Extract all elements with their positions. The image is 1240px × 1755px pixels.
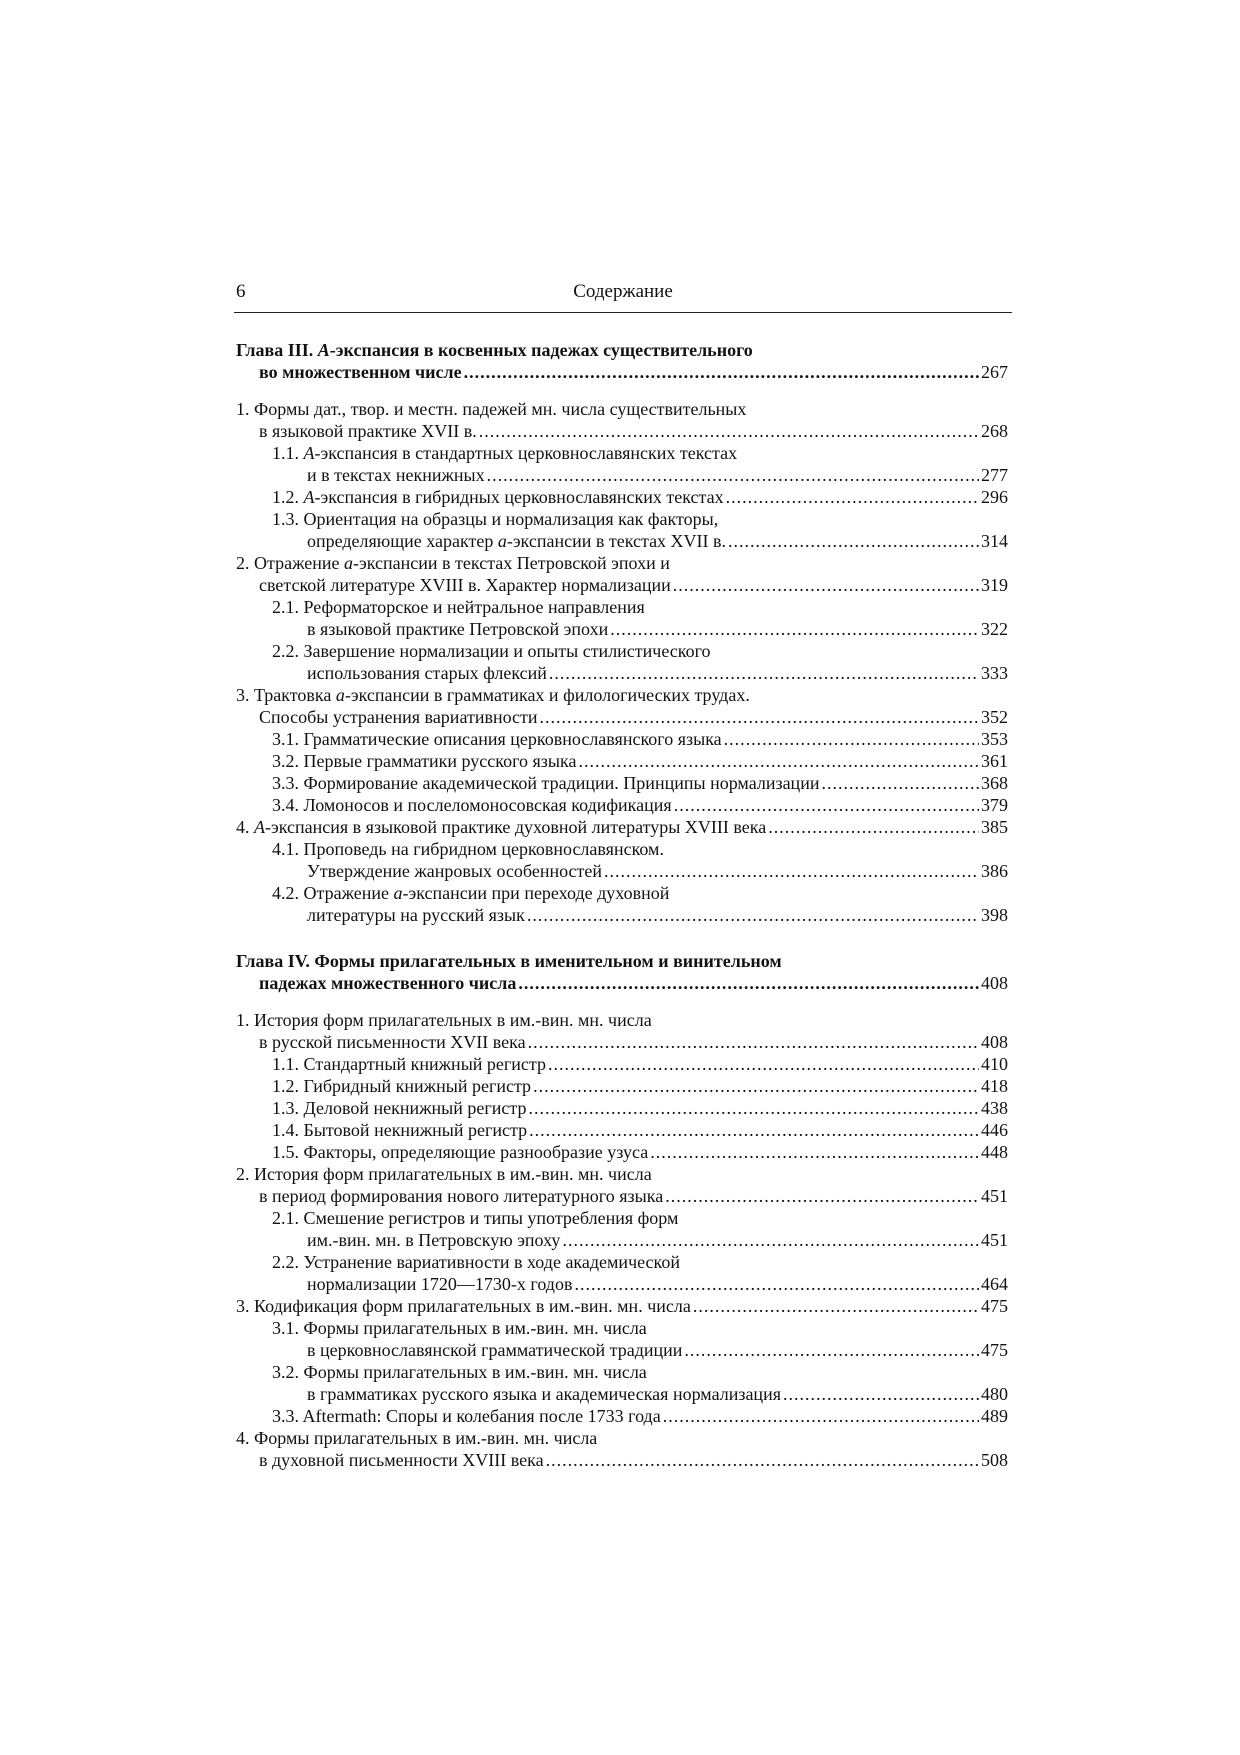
leader-dots — [674, 794, 979, 816]
toc-entry-4-2-line-1 — [236, 1163, 1008, 1185]
entry-text: в период формирования нового литературного языка — [259, 1186, 664, 1206]
toc-entry-3-4-1-line-1 — [236, 838, 1008, 860]
entry-text: в языковой практике XVII в. — [259, 421, 477, 441]
entry-text: им.-вин. мн. в Петровскую эпоху — [307, 1230, 561, 1250]
entry-text: -экспансии в грамматиках и филологических трудах. — [344, 685, 750, 705]
running-title: Содержание — [573, 281, 673, 302]
chapter-4-title-text: Глава IV. Формы прилагательных в именительном и винительном — [236, 951, 782, 971]
entry-text: 1.5. Факторы, определяющие разнообразие узуса — [272, 1142, 649, 1162]
toc-entry-3-3-2[interactable] — [236, 750, 1008, 772]
toc-entry-3-2-1-line-1 — [236, 596, 1008, 618]
page-ref: 322 — [981, 619, 1008, 639]
toc-entry-3-3-4[interactable] — [236, 794, 1008, 816]
entry-italic: А — [303, 487, 315, 507]
page-ref: 418 — [981, 1076, 1008, 1096]
toc-entry-4-1-1[interactable] — [236, 1053, 1008, 1075]
entry-text: 2. История форм прилагательных в им.-вин. мн. числа — [236, 1164, 652, 1184]
toc-entry-4-3-2-line-1 — [236, 1361, 1008, 1383]
entry-text: 1. Формы дат., твор. и местн. падежей мн. числа существительных — [236, 399, 747, 419]
page-ref: 296 — [981, 487, 1008, 507]
page-ref: 333 — [981, 663, 1008, 683]
entry-text: 2.1. Реформаторское и нейтральное направления — [272, 597, 645, 617]
entry-text: и в текстах некнижных — [307, 465, 485, 485]
page-ref: 475 — [981, 1296, 1008, 1316]
toc-entry-3-1-3[interactable] — [236, 530, 1008, 552]
entry-text: -экспансия в стандартных церковнославянских текстах — [314, 443, 738, 463]
toc-entry-4-4[interactable] — [236, 1449, 1008, 1471]
entry-text: Утверждение жанровых особенностей — [307, 861, 603, 881]
toc-entry-3-1[interactable] — [236, 420, 1008, 442]
page-ref: 319 — [981, 575, 1008, 595]
entry-text: 3. Кодификация форм прилагательных в им.-вин. мн. числа — [236, 1296, 691, 1316]
leader-dots — [518, 972, 979, 994]
toc-entry-3-3-3[interactable] — [236, 772, 1008, 794]
toc-entry-3-4-2[interactable] — [236, 904, 1008, 926]
entry-text: -экспансия в гибридных церковнославянских текстах — [314, 487, 724, 507]
entry-text: -экспансии при переходе духовной — [402, 883, 670, 903]
leader-dots — [663, 1405, 979, 1427]
page-ref: 464 — [981, 1274, 1008, 1294]
page-ref: 448 — [981, 1142, 1008, 1162]
leader-dots — [529, 1119, 979, 1141]
toc-entry-4-3-1-line-1 — [236, 1317, 1008, 1339]
entry-text: 3.3. Формирование академической традиции. Принципы нормализации — [272, 773, 820, 793]
entry-text: 3.2. Первые грамматики русского языка — [272, 751, 577, 771]
leader-dots — [548, 1053, 979, 1075]
toc-entry-3-1-1-line-1 — [236, 442, 1008, 464]
entry-text: 1.1. Стандартный книжный регистр — [272, 1054, 546, 1074]
chapter-3-title-text: -экспансия в косвенных падежах существительного — [329, 340, 753, 360]
page-ref: 438 — [981, 1098, 1008, 1118]
leader-dots — [479, 420, 979, 442]
page-number: 6 — [236, 281, 246, 302]
entry-text: в языковой практике Петровской эпохи — [307, 619, 609, 639]
toc-entry-3-4-2-line-1 — [236, 882, 1008, 904]
page-ref: 385 — [981, 817, 1008, 837]
toc-entry-3-3[interactable] — [236, 706, 1008, 728]
header-rule — [234, 312, 1012, 313]
page-ref: 408 — [981, 973, 1008, 993]
entry-italic: а — [335, 685, 345, 705]
leader-dots — [610, 618, 979, 640]
leader-dots — [528, 1031, 979, 1053]
page-ref: 368 — [981, 773, 1008, 793]
entry-text: 3. Трактовка — [236, 685, 336, 705]
entry-italic: А — [303, 443, 315, 463]
toc-entry-3-2-1[interactable] — [236, 618, 1008, 640]
page-ref: 446 — [981, 1120, 1008, 1140]
leader-dots — [464, 361, 979, 383]
toc-entry-4-2[interactable] — [236, 1185, 1008, 1207]
entry-text: 2.1. Смешение регистров и типы употребления форм — [272, 1208, 679, 1228]
page-ref: 475 — [981, 1340, 1008, 1360]
entry-num: 1.1. — [272, 443, 304, 463]
entry-text: -экспансии в текстах XVII в. — [506, 531, 727, 551]
toc-entry-3-1-1[interactable] — [236, 464, 1008, 486]
toc-entry-3-1-line-1 — [236, 398, 1008, 420]
leader-dots — [529, 1097, 980, 1119]
page-ref: 451 — [981, 1186, 1008, 1206]
leader-dots — [527, 904, 979, 926]
entry-text: 2.2. Завершение нормализации и опыты стилистического — [272, 641, 711, 661]
leader-dots — [562, 1229, 979, 1251]
toc-entry-3-3-1[interactable] — [236, 728, 1008, 750]
leader-dots — [768, 816, 979, 838]
entry-italic: а — [497, 531, 507, 551]
toc-entry-3-4-1[interactable] — [236, 860, 1008, 882]
toc-entry-4-2-2-line-1 — [236, 1251, 1008, 1273]
running-head — [236, 281, 1010, 311]
page-ref: 353 — [981, 729, 1008, 749]
toc-entry-3-2-2-line-1 — [236, 640, 1008, 662]
leader-dots — [604, 860, 979, 882]
page-ref: 410 — [981, 1054, 1008, 1074]
page-ref: 361 — [981, 751, 1008, 771]
entry-text: -экспансия в языковой практике духовной литературы XVIII века — [265, 817, 767, 837]
leader-dots — [650, 1141, 979, 1163]
entry-text: 4.1. Проповедь на гибридном церковнославянском. — [272, 839, 664, 859]
entry-text: -экспансии в текстах Петровской эпохи и — [353, 553, 670, 573]
leader-dots — [821, 772, 979, 794]
entry-num: 1.2. — [272, 487, 304, 507]
leader-dots — [783, 1383, 979, 1405]
entry-text: в церковнославянской грамматической традиции — [307, 1340, 683, 1360]
toc-entry-4-3-2[interactable] — [236, 1383, 1008, 1405]
page-ref: 352 — [981, 707, 1008, 727]
leader-dots — [549, 662, 979, 684]
entry-text: нормализации 1720—1730-х годов — [307, 1274, 573, 1294]
toc-entry-4-4-line-1 — [236, 1427, 1008, 1449]
toc-entry-3-1-3-line-1 — [236, 508, 1008, 530]
table-of-contents — [236, 339, 1008, 1471]
chapter-3-title-line-2: во множественном числе — [259, 362, 462, 382]
toc-entry-3-2[interactable] — [236, 574, 1008, 596]
leader-dots — [684, 1339, 979, 1361]
entry-text: в русской письменности XVII века — [259, 1032, 526, 1052]
leader-dots — [540, 706, 979, 728]
toc-entry-3-1-2[interactable] — [236, 486, 1008, 508]
leader-dots — [665, 1185, 979, 1207]
page-ref: 480 — [981, 1384, 1008, 1404]
page-ref: 508 — [981, 1450, 1008, 1470]
entry-text: в духовной письменности XVIII века — [259, 1450, 544, 1470]
entry-text: Способы устранения вариативности — [259, 707, 538, 727]
toc-entry-chapter-4[interactable] — [236, 972, 1008, 994]
toc-entry-3-3-line-1 — [236, 684, 1008, 706]
entry-italic: А — [254, 817, 265, 837]
leader-dots — [546, 1449, 979, 1471]
page-ref: 277 — [981, 465, 1008, 485]
chapter-3-label: Глава III. — [236, 340, 318, 360]
chapter-4-title-line-2: падежах множественного числа — [259, 973, 517, 993]
leader-dots — [728, 530, 979, 552]
leader-dots — [574, 1273, 979, 1295]
chapter-3-italic-letter: А — [317, 340, 330, 360]
toc-entry-4-3-3[interactable] — [236, 1405, 1008, 1427]
toc-entry-3-2-line-1 — [236, 552, 1008, 574]
leader-dots — [693, 1295, 979, 1317]
page-ref: 267 — [981, 362, 1008, 382]
entry-text: 3.3. Aftermath: Споры и колебания после 1733 года — [272, 1406, 661, 1426]
entry-text: 3.1. Грамматические описания церковнославянского языка — [272, 729, 722, 749]
entry-num: 4. — [236, 817, 254, 837]
page-ref: 268 — [981, 421, 1008, 441]
toc-entry-3-2-2[interactable] — [236, 662, 1008, 684]
leader-dots — [726, 486, 979, 508]
toc-entry-chapter-3[interactable] — [236, 361, 1008, 383]
toc-entry-4-1[interactable] — [236, 1031, 1008, 1053]
toc-entry-4-3[interactable] — [236, 1295, 1008, 1317]
leader-dots — [578, 750, 979, 772]
chapter-3-title-line-1 — [236, 339, 1008, 361]
leader-dots — [487, 464, 979, 486]
entry-text: 4.2. Отражение — [272, 883, 394, 903]
page-ref: 398 — [981, 905, 1008, 925]
entry-text: 3.4. Ломоносов и послеломоносовская кодификация — [272, 795, 672, 815]
entry-text: 1.2. Гибридный книжный регистр — [272, 1076, 532, 1096]
entry-text: использования старых флексий — [307, 663, 547, 683]
page-ref: 489 — [981, 1406, 1008, 1426]
entry-text: 1.3. Деловой некнижный регистр — [272, 1098, 527, 1118]
toc-entry-4-1-5[interactable] — [236, 1141, 1008, 1163]
entry-text: 2.2. Устранение вариативности в ходе академической — [272, 1252, 681, 1272]
entry-text: в грамматиках русского языка и академическая нормализация — [307, 1384, 781, 1404]
toc-entry-4-2-2[interactable] — [236, 1273, 1008, 1295]
toc-entry-4-1-4[interactable] — [236, 1119, 1008, 1141]
entry-text: 1.3. Ориентация на образцы и нормализация как факторы, — [272, 509, 719, 529]
entry-text: 1.4. Бытовой некнижный регистр — [272, 1120, 528, 1140]
page-ref: 314 — [981, 531, 1008, 551]
page-ref: 408 — [981, 1032, 1008, 1052]
entry-text: литературы на русский язык — [307, 905, 525, 925]
entry-text: светской литературе XVIII в. Характер нормализации — [259, 575, 671, 595]
entry-text: 1. История форм прилагательных в им.-вин. мн. числа — [236, 1010, 652, 1030]
leader-dots — [533, 1075, 979, 1097]
entry-text: определяющие характер — [307, 531, 498, 551]
toc-entry-4-2-1[interactable] — [236, 1229, 1008, 1251]
page-ref: 386 — [981, 861, 1008, 881]
entry-text: 3.2. Формы прилагательных в им.-вин. мн. числа — [272, 1362, 647, 1382]
toc-entry-4-3-1[interactable] — [236, 1339, 1008, 1361]
toc-entry-4-2-1-line-1 — [236, 1207, 1008, 1229]
entry-text: 4. Формы прилагательных в им.-вин. мн. числа — [236, 1428, 598, 1448]
leader-dots — [673, 574, 979, 596]
leader-dots — [724, 728, 979, 750]
toc-entry-3-4[interactable] — [236, 816, 1008, 838]
toc-entry-4-1-line-1 — [236, 1009, 1008, 1031]
chapter-4-title-line-1 — [236, 950, 1008, 972]
entry-text: 2. Отражение — [236, 553, 345, 573]
page-ref: 379 — [981, 795, 1008, 815]
entry-italic: а — [393, 883, 403, 903]
toc-entry-4-1-2[interactable] — [236, 1075, 1008, 1097]
toc-entry-4-1-3[interactable] — [236, 1097, 1008, 1119]
entry-italic: а — [344, 553, 354, 573]
page-ref: 451 — [981, 1230, 1008, 1250]
entry-text: 3.1. Формы прилагательных в им.-вин. мн. числа — [272, 1318, 647, 1338]
